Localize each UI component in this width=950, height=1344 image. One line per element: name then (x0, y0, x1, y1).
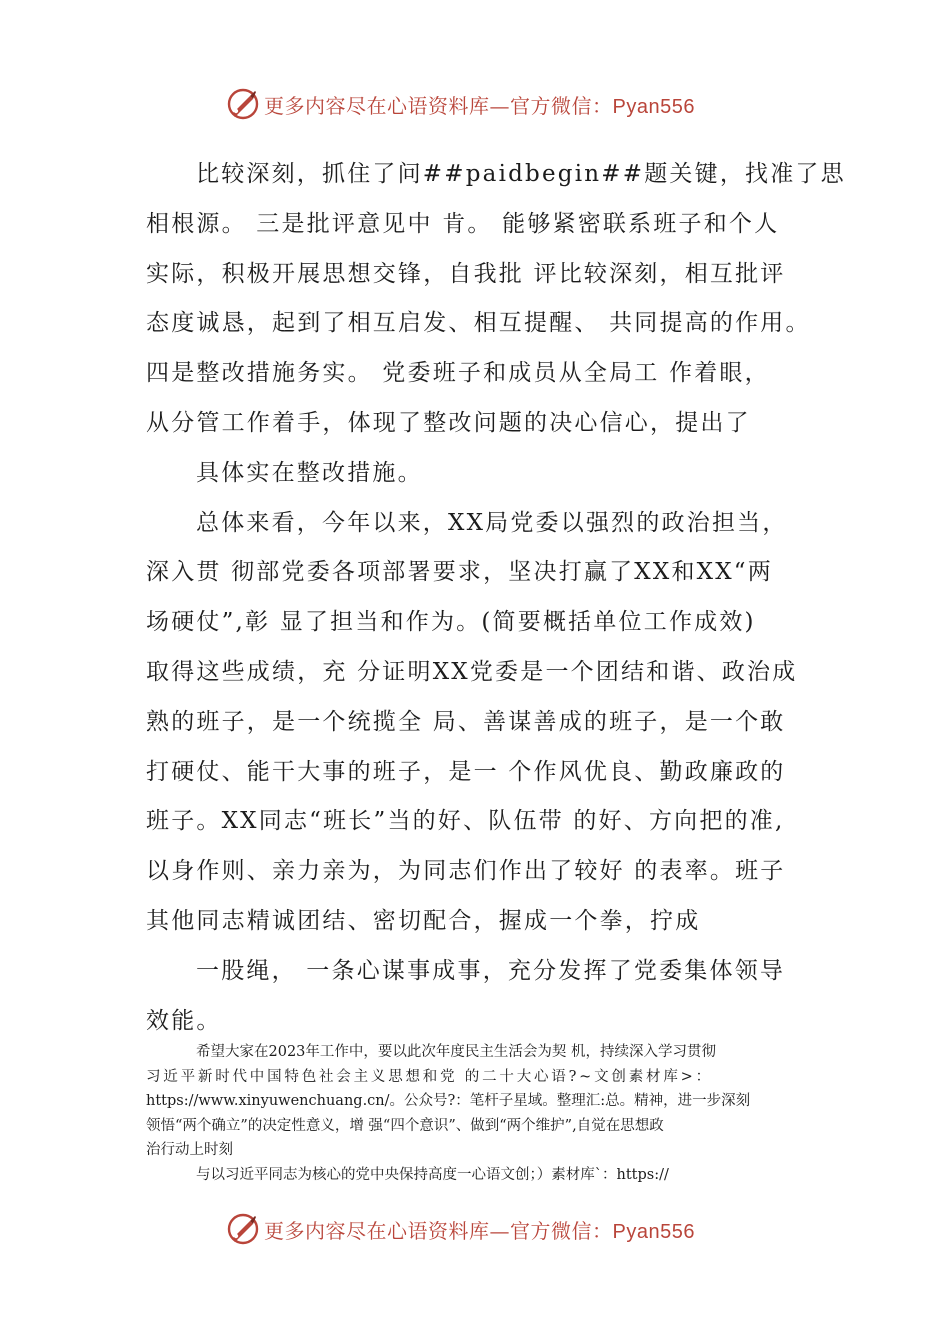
small-line: 领悟“两个确立”的决定性意义，增 强“四个意识”、做到“两个维护”,自觉在思想政 (146, 1117, 664, 1134)
body-line: 班子。XX同志“班长”当的好、队伍带 的好、方向把的准, (146, 808, 785, 835)
small-line: https://www.xinyuwenchuang.cn/。公众号?：笔杆子星域。整理汇:总。精神，进一步深刻 (146, 1093, 751, 1109)
body-line: 打硬仗、能干大事的班子，是一 个作风优良、勤政廉政的 (146, 758, 786, 785)
body-line: 比较深刻，抓住了问##paidbegin##题关键，找准了思 (196, 161, 846, 187)
body-line: 一股绳， 一条心谋事成事，充分发挥了党委集体领导 (196, 957, 786, 984)
body-line: 总体来看，今年以来，XX局党委以强烈的政治担当， (196, 509, 788, 536)
body-line: 深入贯 彻部党委各项部署要求，坚决打赢了XX和XX“两 (146, 559, 773, 586)
wechat-id: Pyan556 (612, 1220, 695, 1243)
body-line: 从分管工作着手，体现了整改问题的决心信心，提出了 (146, 409, 751, 436)
watermark-text: 更多内容尽在心语资料库—官方微信：Pyan556 (264, 1218, 695, 1243)
body-line: 取得这些成绩，充 分证明XX党委是一个团结和谐、政治成 (146, 658, 798, 685)
watermark-text: 更多内容尽在心语资料库—官方微信：Pyan556 (264, 93, 695, 118)
small-print-paragraph (146, 1040, 811, 1187)
body-line: 其他同志精诚团结、密切配合，握成一个拳，拧成 (146, 907, 701, 934)
body-line: 具体实在整改措施。 (196, 459, 423, 486)
body-line: 四是整改措施务实。 党委班子和成员从全局工 作着眼， (146, 360, 770, 387)
body-line: 实际，积极开展思想交锋，自我批 评比较深刻，相互批评 (146, 260, 786, 287)
pen-logo-icon (226, 1212, 260, 1246)
small-line: 治行动上时刻 (146, 1142, 233, 1158)
body-line: 效能。 (146, 1007, 222, 1034)
header-watermark-banner (226, 86, 746, 122)
small-line: 与以习近平同志为核心的党中央保持高度一心语文创；）素材库`：https:// (196, 1166, 669, 1183)
small-line: 习近平新时代中国特色社会主义思想和党 的二十大心语?~文创素材库>： (146, 1068, 713, 1085)
pen-logo-icon (226, 87, 260, 121)
body-line: 态度诚恳，起到了相互启发、相互提醒、 共同提高的作用。 (146, 310, 811, 337)
wechat-id: Pyan556 (612, 95, 695, 118)
document-body (146, 150, 846, 1046)
body-line: 熟的班子，是一个统揽全 局、善谋善成的班子，是一个敢 (146, 708, 786, 735)
body-line: 场硬仗”,彰 显了担当和作为。(简要概括单位工作成效) (146, 609, 756, 636)
body-line: 相根源。 三是批评意见中 肯。 能够紧密联系班子和个人 (146, 210, 780, 237)
small-line: 希望大家在2023年工作中，要以此次年度民主生活会为契 机，持续深入学习贯彻 (196, 1044, 717, 1060)
body-line: 以身作则、亲力亲为，为同志们作出了较好 的表率。班子 (146, 858, 786, 885)
footer-watermark-banner (226, 1211, 746, 1247)
